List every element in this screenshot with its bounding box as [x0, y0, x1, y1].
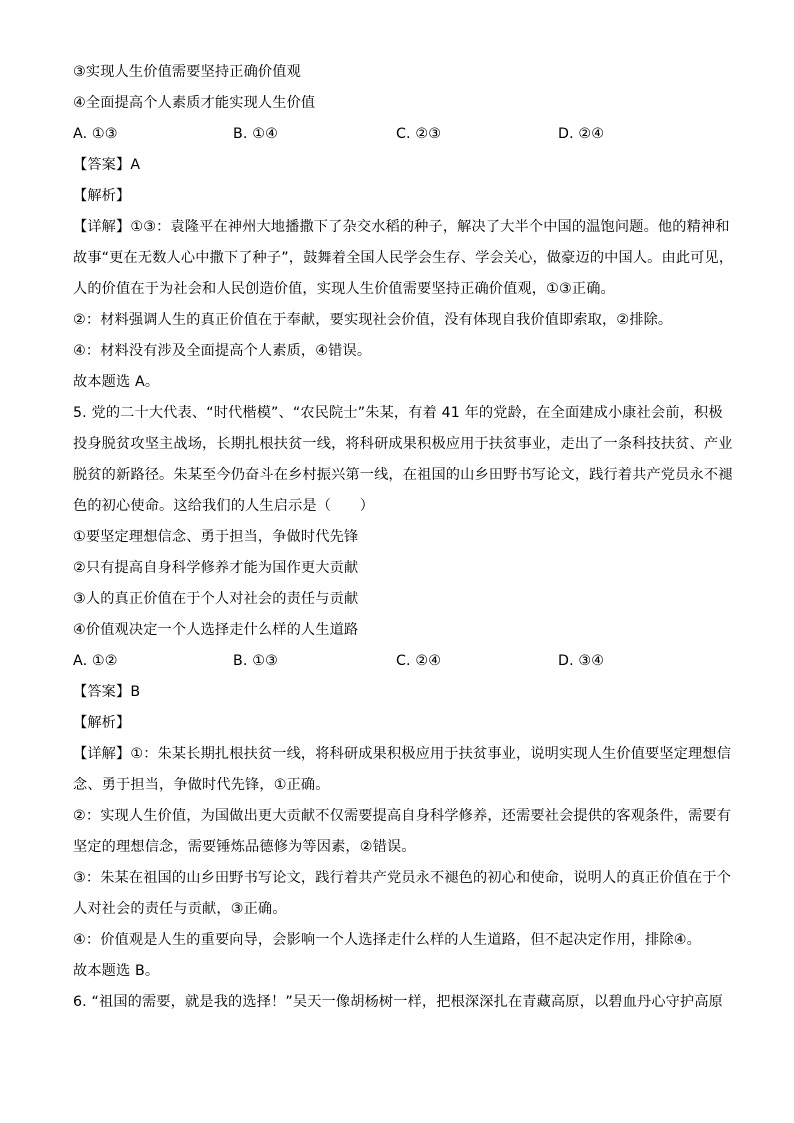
q4-detail-line: 人的价值在于为社会和人民创造价值，实现人生价值需要坚持正确价值观，①③正确。 — [73, 281, 615, 297]
q5-statement-2: ②只有提高自身科学修养才能为国作更大贡献 — [73, 560, 359, 576]
q5-stem-line: 脱贫的新路径。朱某至今仍奋斗在乡村振兴第一线，在祖国的山乡田野书写论文，践行着共产党员永不褪 — [73, 467, 733, 483]
q4-conclusion: 故本题选 A。 — [73, 374, 160, 390]
q5-detail-line: 念、勇于担当，争做时代先锋，①正确。 — [73, 777, 330, 793]
q4-statement-4: ④全面提高个人素质才能实现人生价值 — [73, 95, 316, 111]
q4-detail-line: ④：材料没有涉及全面提高个人素质，④错误。 — [73, 343, 372, 359]
document-page — [73, 62, 733, 1023]
q5-stem-line: 投身脱贫攻坚主战场，长期扎根扶贫一线，将科研成果积极应用于扶贫事业，走出了一条科技扶贫、产业 — [73, 436, 733, 452]
q4-options — [73, 124, 733, 155]
q4-analysis-heading: 【解析】 — [73, 188, 131, 204]
q5-answer: 【答案】B — [73, 684, 141, 700]
q5-detail-line: 人对社会的责任与贡献，③正确。 — [73, 901, 287, 917]
q5-detail-line: ④：价值观是人生的重要向导，会影响一个人选择走什么样的人生道路，但不起决定作用，排除④。 — [73, 932, 701, 948]
q5-stem-line: 5. 党的二十大代表、“时代楷模”、“农民院士”朱某，有着 41 年的党龄，在全面建成小康社会前，积极 — [73, 405, 723, 421]
q4-option-b: B. ①④ — [233, 126, 278, 142]
q5-analysis-heading: 【解析】 — [73, 715, 131, 731]
q5-options — [73, 651, 733, 682]
q5-detail-line: 坚定的理想信念，需要锤炼品德修为等因素，②错误。 — [73, 839, 416, 855]
q4-detail-line: 【详解】①③：袁隆平在神州大地播撒下了杂交水稻的种子，解决了大半个中国的温饱问题。他的精神和 — [73, 219, 730, 235]
q5-option-c: C. ②④ — [396, 653, 442, 669]
q4-option-d: D. ②④ — [558, 126, 605, 142]
q6-stem-line: 6. “祖国的需要，就是我的选择！”吴天一像胡杨树一样，把根深深扎在青藏高原，以碧血丹心守护高原 — [73, 994, 724, 1010]
q4-statement-3: ③实现人生价值需要坚持正确价值观 — [73, 64, 301, 80]
q4-detail-line: ②：材料强调人生的真正价值在于奉献，要实现社会价值，没有体现自我价值即索取，②排除。 — [73, 312, 673, 328]
q5-statement-4: ④价值观决定一个人选择走什么样的人生道路 — [73, 622, 359, 638]
q5-conclusion: 故本题选 B。 — [73, 963, 160, 979]
q5-option-d: D. ③④ — [558, 653, 605, 669]
q4-answer: 【答案】A — [73, 157, 141, 173]
q5-statement-1: ①要坚定理想信念、勇于担当，争做时代先锋 — [73, 529, 359, 545]
q4-option-c: C. ②③ — [396, 126, 442, 142]
q5-option-a: A. ①② — [73, 653, 118, 669]
q5-detail-line: ②：实现人生价值，为国做出更大贡献不仅需要提高自身科学修养，还需要社会提供的客观条件，需要有 — [73, 808, 732, 824]
q4-detail-line: 故事“更在无数人心中撒下了种子”，鼓舞着全国人民学会生存、学会关心，做豪迈的中国人。由此可见， — [73, 250, 734, 266]
q5-detail-line: 【详解】①：朱某长期扎根扶贫一线，将科研成果积极应用于扶贫事业，说明实现人生价值要坚定理想信 — [73, 746, 732, 762]
q5-option-b: B. ①③ — [233, 653, 278, 669]
q5-stem-line: 色的初心使命。这给我们的人生启示是（ ） — [73, 498, 375, 514]
q5-detail-line: ③：朱某在祖国的山乡田野书写论文，践行着共产党员永不褪色的初心和使命，说明人的真正价值在于个 — [73, 870, 732, 886]
q4-option-a: A. ①③ — [73, 126, 118, 142]
q5-statement-3: ③人的真正价值在于个人对社会的责任与贡献 — [73, 591, 359, 607]
